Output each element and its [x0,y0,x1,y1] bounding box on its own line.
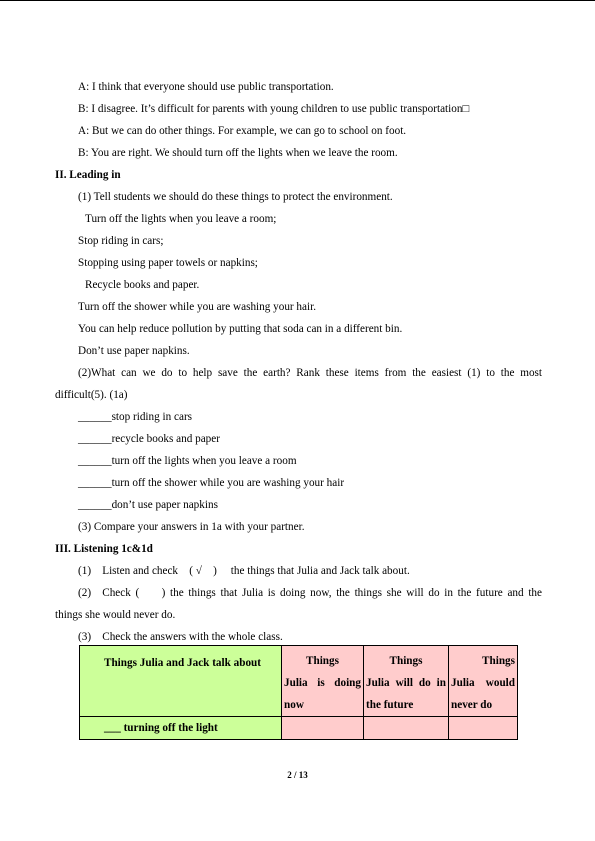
listening-question-1: (1) Listen and check ( √ ) the things that Julia and Jack talk about. [78,565,410,577]
dialogue-line-2: B: I disagree. It’s difficult for parents with young children to use public transportation□ [78,103,470,115]
env-item: You can help reduce pollution by putting that soda can in a different bin. [78,323,403,335]
header-things-talk-about: Things Julia and Jack talk about [80,646,282,717]
section-heading-listening: III. Listening 1c&1d [55,543,153,555]
answer-blank[interactable]: ______ [78,411,112,423]
dialogue-line-4: B: You are right. We should turn off the lights when we leave the room. [78,147,398,159]
rank-question-line-1: (2)What can we do to help save the earth? Rank these items from the easiest (1) to the most [78,367,542,379]
check-cell-never[interactable] [449,717,518,740]
env-item: Stop riding in cars; [78,235,164,247]
dialogue-line-1: A: I think that everyone should use public transportation. [78,81,334,93]
rank-item: ______stop riding in cars [78,411,193,423]
env-item: Don’t use paper napkins. [78,345,190,357]
env-item: Turn off the lights when you leave a room; [85,213,277,225]
rank-item: ______don’t use paper napkins [78,499,218,511]
header-never-do: Things Julia would never do [449,646,518,717]
env-item: Turn off the shower while you are washing your hair. [78,301,317,313]
leading-in-intro: (1) Tell students we should do these things to protect the environment. [78,191,393,203]
check-cell-doing-now[interactable] [282,717,364,740]
answer-blank[interactable]: ______ [78,433,112,445]
rank-question-line-2: difficult(5). (1a) [55,389,128,401]
header-will-do-future: Things Julia will do in the future [364,646,449,717]
row-turning-off-light: ___ turning off the light [80,717,282,740]
listening-table [79,645,518,740]
rank-item: ______recycle books and paper [78,433,220,445]
header-doing-now: Things Julia is doing now [282,646,364,717]
compare-instruction: (3) Compare your answers in 1a with your partner. [78,521,305,533]
page-number: 2 / 13 [287,770,308,780]
section-heading-leading-in: II. Leading in [55,169,121,181]
rank-item: ______turn off the lights when you leave a room [78,455,297,467]
env-item: Stopping using paper towels or napkins; [78,257,258,269]
table-row [80,717,518,740]
answer-blank[interactable]: ______ [78,499,112,511]
table-header-row [80,646,518,717]
listening-question-2-line-2: things she would never do. [55,609,176,621]
answer-blank[interactable]: ______ [78,477,112,489]
dialogue-line-3: A: But we can do other things. For example, we can go to school on foot. [78,125,407,137]
env-item: Recycle books and paper. [85,279,200,291]
rank-item: ______turn off the shower while you are washing your hair [78,477,345,489]
answer-blank[interactable]: ______ [78,455,112,467]
header-rule [0,0,595,1]
listening-question-3: (3) Check the answers with the whole class. [78,631,283,643]
listening-question-2-line-1: (2) Check ( ) the things that Julia is doing now, the things she will do in the future and the [78,587,542,599]
check-cell-future[interactable] [364,717,449,740]
